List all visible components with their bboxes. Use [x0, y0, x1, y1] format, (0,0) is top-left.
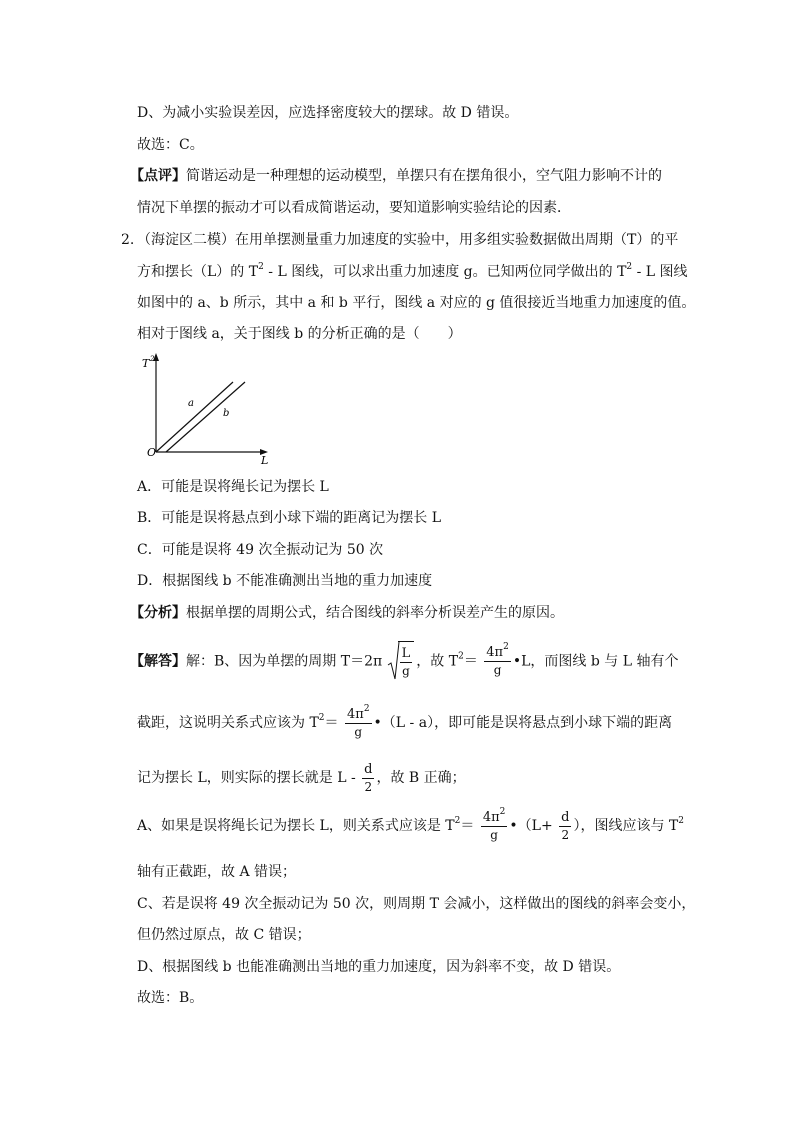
- q-text-2b: - L 图线，可以求出重力加速度 g。已知两位同学做出的 T: [263, 264, 627, 280]
- comment-line-2: 情况下单摆的振动才可以看成简谐运动，要知道影响实验结论的因素．: [137, 200, 571, 216]
- sol-text-4a: A、如果是误将绳长记为摆长 L，则关系式应该是 T: [137, 818, 455, 834]
- frac-num-4pi: 4π: [346, 706, 364, 722]
- solution-line-7: 但仍然过原点，故 C 错误；: [137, 927, 311, 943]
- frac-4pi2-over-g: [484, 644, 511, 679]
- sol-text-2b: ＝: [324, 715, 339, 731]
- frac-num-4pi: 4π: [486, 645, 504, 660]
- sup-2: 2: [503, 642, 509, 652]
- frac-num-d: d: [561, 809, 570, 825]
- question-number: 2.: [121, 232, 135, 248]
- line-b: [166, 382, 245, 452]
- y-axis-label: T: [142, 357, 150, 370]
- solution-line-5: 轴有正截距，故 A 错误；: [137, 864, 297, 880]
- q-text-2a: 方和摆长（L）的 T: [137, 264, 259, 280]
- solution-tag: 【解答】: [130, 653, 186, 670]
- comment-text-1: 简谐运动是一种理想的运动模型，单摆只有在摆角很小，空气阻力影响不计的: [186, 168, 662, 184]
- option-d: D．根据图线 b 不能准确测出当地的重力加速度: [137, 573, 433, 589]
- solution-line-8: D、根据图线 b 也能准确测出当地的重力加速度，因为斜率不变，故 D 错误。: [137, 959, 621, 975]
- comment-tag: 【点评】: [130, 168, 186, 184]
- sup-2: 2: [258, 262, 264, 272]
- sol-text-3b: ，故 B 正确；: [376, 770, 466, 786]
- option-a: A．可能是误将绳长记为摆长 L: [137, 479, 329, 495]
- t2-l-graph: [135, 350, 275, 470]
- sqrt-l-over-g: [387, 641, 415, 682]
- solution-line-3: [137, 758, 466, 798]
- sol-text-1b: ，故 T: [416, 653, 459, 670]
- frac-num-l: L: [401, 645, 411, 661]
- line-b-label: b: [223, 408, 230, 419]
- option-c: C．可能是误将 49 次全振动记为 50 次: [137, 542, 384, 558]
- frac-den-g: g: [493, 663, 502, 677]
- question-line-2: [137, 262, 688, 282]
- sol-text-2c: •（L - a），即可能是误将悬点到小球下端的距离: [373, 715, 673, 731]
- x-axis-label: L: [261, 454, 269, 467]
- question-line-1: （海淀区二模）在用单摆测量重力加速度的实验中，用多组实验数据做出周期（T）的平: [137, 232, 679, 248]
- solution-line-2: [137, 703, 672, 743]
- frac-den-g: g: [490, 827, 498, 842]
- sol-text-2a: 截距，这说明关系式应该为 T: [137, 715, 319, 731]
- frac-den-g: g: [354, 724, 363, 739]
- frac-4pi2-over-g: [481, 806, 508, 844]
- answer-prev: 故选：C。: [137, 137, 204, 153]
- analysis-line: [130, 603, 564, 623]
- question-line-4: 相对于图线 a，关于图线 b 的分析正确的是（ ）: [137, 326, 462, 342]
- sol-text-3a: 记为摆长 L，则实际的摆长就是 L -: [137, 770, 356, 786]
- sol-text-1d: •L，而图线 b 与 L 轴有个: [512, 653, 679, 670]
- q-text-2c: - L 图线: [632, 264, 688, 280]
- solution-line-4: [137, 806, 684, 846]
- frac-den-g: g: [402, 663, 410, 678]
- frac-num-4pi: 4π: [482, 809, 500, 825]
- sup-2: 2: [454, 816, 461, 826]
- sol-text-1a: 解：B、因为单摆的周期 T＝2π: [186, 653, 383, 670]
- sup-2: 2: [363, 703, 370, 714]
- sol-text-4b: ＝: [460, 818, 475, 834]
- solution-line-6: C、若是误将 49 次全振动记为 50 次，则周期 T 会减小，这样做出的图线的斜率会变小，: [137, 896, 696, 912]
- frac-den-2: 2: [561, 827, 570, 842]
- frac-4pi2-over-g: [345, 703, 372, 741]
- sup-2: 2: [458, 651, 464, 662]
- frac-d-over-2: [362, 761, 374, 796]
- frac-d-over-2: [559, 809, 571, 844]
- sup-2: 2: [678, 816, 685, 826]
- solution-line-1: [130, 641, 678, 682]
- sup-2: 2: [626, 262, 633, 272]
- sup-2: 2: [318, 713, 325, 723]
- option-d-explanation-prev: D、为减小实验误差因，应选择密度较大的摆球。故 D 错误。: [137, 105, 519, 121]
- solution-line-9: 故选：B。: [137, 990, 204, 1006]
- sol-text-4c: •（L+: [509, 818, 553, 834]
- frac-den-2: 2: [364, 779, 373, 794]
- analysis-tag: 【分析】: [130, 605, 186, 621]
- option-b: B．可能是误将悬点到小球下端的距离记为摆长 L: [137, 510, 442, 526]
- question-line-3: 如图中的 a、b 所示，其中 a 和 b 平行，图线 a 对应的 g 值很接近当地重力加速度的值。: [137, 295, 696, 311]
- sup-2: 2: [499, 806, 506, 817]
- frac-num-d: d: [364, 761, 373, 777]
- line-a: [156, 382, 233, 452]
- sol-text-1c: ＝: [463, 653, 478, 670]
- analysis-text: 根据单摆的周期公式，结合图线的斜率分析误差产生的原因。: [186, 605, 564, 621]
- origin-label: O: [147, 446, 157, 459]
- y-axis-sup: 2: [150, 355, 155, 363]
- comment-line-1: [130, 166, 662, 186]
- sol-text-4d: ），图线应该与 T: [573, 818, 679, 834]
- line-a-label: a: [188, 398, 194, 409]
